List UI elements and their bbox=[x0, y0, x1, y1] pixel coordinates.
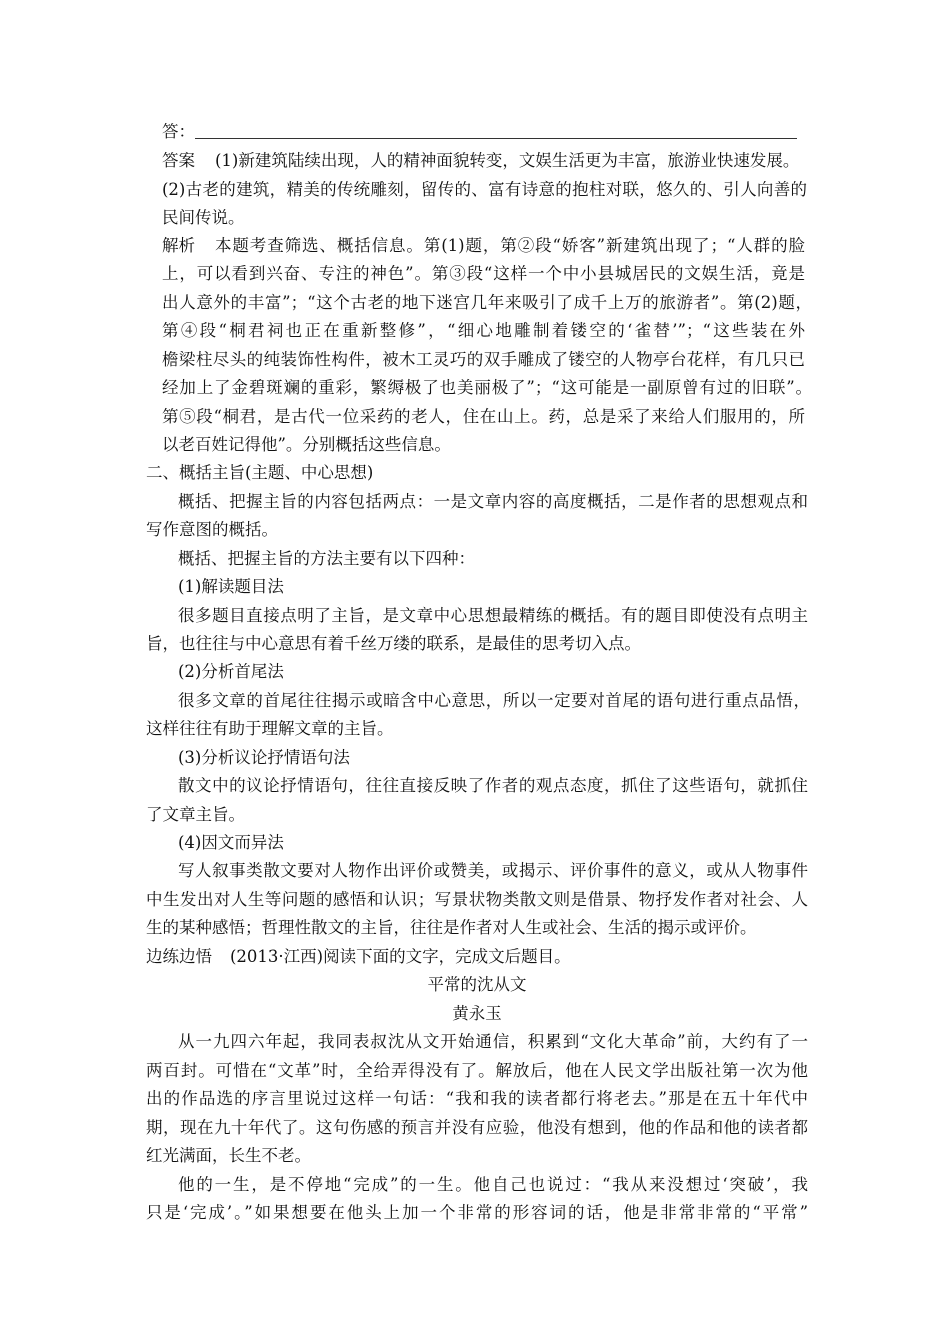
paragraph-line: 写人叙事类散文要对人物作出评价或赞美，或揭示、评价事件的意义，或从人物事件 bbox=[178, 861, 808, 880]
analysis-line: 檐梁柱尽头的纯装饰性构件，被木工灵巧的双手雕成了镂空的人物亭台花样，有几只已 bbox=[162, 350, 805, 369]
answer-line: (2)古老的建筑，精美的传统雕刻，留传的、富有诗意的抱柱对联，悠久的、引人向善的 bbox=[162, 180, 807, 199]
passage-title: 平常的沈从文 bbox=[427, 975, 527, 994]
paragraph-line: 很多文章的首尾往往揭示或暗含中心意思，所以一定要对首尾的语句进行重点品悟， bbox=[178, 691, 810, 710]
passage-line: 从一九四六年起，我同表叔沈从文开始通信，积累到“文化大革命”前，大约有了一 bbox=[178, 1032, 808, 1051]
paragraph-line: 散文中的议论抒情语句，往往直接反映了作者的观点态度，抓住了这些语句，就抓住 bbox=[178, 776, 808, 795]
answer-line: 民间传说。 bbox=[162, 208, 245, 227]
paragraph-line: 这样往往有助于理解文章的主旨。 bbox=[146, 719, 394, 738]
practice-instruction: (2013·江西)阅读下面的文字，完成文后题目。 bbox=[230, 947, 571, 966]
passage-line: 他的一生，是不停地“完成”的一生。他自己也说过：“我从来没想过‘突破’，我 bbox=[178, 1175, 808, 1194]
paragraph-line: 中生发出对人生等问题的感悟和认识；写景状物类散文则是借景、物抒发作者对社会、人 bbox=[146, 890, 808, 909]
answer-line: (1)新建筑陆续出现，人的精神面貌转变，文娱生活更为丰富，旅游业快速发展。 bbox=[215, 151, 800, 170]
answer-label: 答案 bbox=[162, 151, 195, 170]
method-title: (3)分析议论抒情语句法 bbox=[178, 748, 350, 767]
paragraph-line: 生的某种感悟；哲理性散文的主旨，往往是作者对人生或社会、生活的揭示或评价。 bbox=[146, 918, 757, 937]
passage-line: 两百封。可惜在“文革”时，全给弄得没有了。解放后，他在人民文学出版社第一次为他 bbox=[146, 1061, 808, 1080]
paragraph-line: 旨，也往往与中心意思有着千丝万缕的联系，是最佳的思考切入点。 bbox=[146, 634, 641, 653]
analysis-label: 解析 bbox=[162, 236, 195, 255]
analysis-line: 第④段“桐君祠也正在重新整修”，“细心地雕制着镂空的‘雀替’”；“这些装在外 bbox=[162, 321, 805, 340]
passage-line: 期，现在九十年代了。这句伤感的预言并没有应验，他没有想到，他的作品和他的读者都 bbox=[146, 1118, 808, 1137]
answer-prompt: 答： bbox=[162, 122, 195, 141]
passage-line: 只是‘完成’。”如果想要在他头上加一个非常的形容词的话，他是非常非常的“平常” bbox=[146, 1203, 808, 1222]
analysis-line: 本题考查筛选、概括信息。第(1)题，第②段“娇客”新建筑出现了；“人群的脸 bbox=[215, 236, 805, 255]
analysis-line: 第⑤段“桐君，是古代一位采药的老人，住在山上。药，总是采了来给人们服用的，所 bbox=[162, 407, 805, 426]
paragraph-line: 很多题目直接点明了主旨，是文章中心思想最精练的概括。有的题目即使没有点明主 bbox=[178, 606, 808, 625]
answer-blank-line[interactable] bbox=[195, 138, 797, 139]
passage-line: 红光满面，长生不老。 bbox=[146, 1146, 311, 1165]
section-heading: 二、概括主旨(主题、中心思想) bbox=[146, 463, 374, 482]
analysis-line: 出人意外的丰富”；“这个古老的地下迷宫几年来吸引了成千上万的旅游者”。第(2)题， bbox=[162, 293, 812, 312]
paragraph-line: 概括、把握主旨的方法主要有以下四种： bbox=[178, 549, 475, 568]
analysis-line: 以老百姓记得他”。分别概括这些信息。 bbox=[162, 435, 451, 454]
passage-line: 出的作品选的序言里说过这样一句话：“我和我的读者都行将老去。”那是在五十年代中 bbox=[146, 1089, 808, 1108]
practice-label: 边练边悟 bbox=[146, 947, 212, 966]
method-title: (2)分析首尾法 bbox=[178, 662, 284, 681]
paragraph-line: 概括、把握主旨的内容包括两点：一是文章内容的高度概括，二是作者的思想观点和 bbox=[178, 492, 808, 511]
paragraph-line: 了文章主旨。 bbox=[146, 805, 245, 824]
method-title: (4)因文而异法 bbox=[178, 833, 284, 852]
paragraph-line: 写作意图的概括。 bbox=[146, 520, 278, 539]
analysis-line: 上，可以看到兴奋、专注的神色”。第③段“这样一个中小县城居民的文娱生活，竟是 bbox=[162, 264, 805, 283]
analysis-line: 经加上了金碧斑斓的重彩，繁缛极了也美丽极了”；“这可能是一副原曾有过的旧联”。 bbox=[162, 378, 812, 397]
method-title: (1)解读题目法 bbox=[178, 577, 284, 596]
passage-author: 黄永玉 bbox=[452, 1004, 502, 1023]
